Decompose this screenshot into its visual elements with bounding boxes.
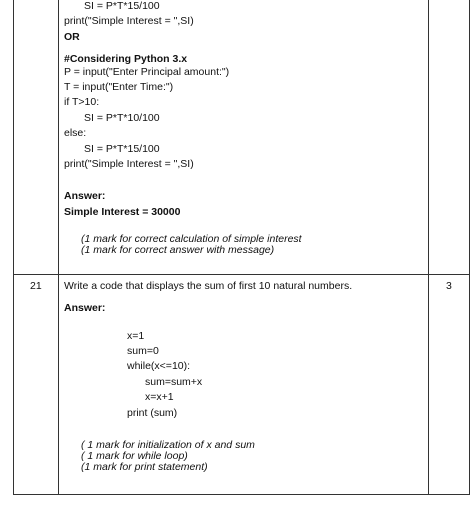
code-line: T = input("Enter Time:") — [64, 81, 174, 93]
answer-value: Simple Interest = 30000 — [64, 206, 181, 218]
table-border-bottom — [13, 494, 470, 495]
code-line: SI = P*T*10/100 — [84, 112, 160, 124]
code-line: print (sum) — [127, 407, 178, 419]
question-number: 21 — [30, 280, 42, 292]
table-border-right — [469, 0, 470, 495]
code-line: x=x+1 — [145, 391, 174, 403]
code-line: else: — [64, 127, 87, 139]
or-label: OR — [64, 31, 80, 43]
code-line: if T>10: — [64, 96, 100, 108]
table-border-col1 — [58, 0, 59, 495]
code-line: x=1 — [127, 330, 145, 342]
marking-note: ( 1 mark for while loop) — [81, 450, 188, 462]
answer-label: Answer: — [64, 302, 106, 314]
code-line: sum=0 — [127, 345, 159, 357]
code-line: print("Simple Interest = ",SI) — [64, 158, 194, 170]
marking-note: (1 mark for print statement) — [81, 461, 208, 473]
code-line: P = input("Enter Principal amount:") — [64, 66, 230, 78]
row-divider — [13, 274, 470, 275]
question-text: Write a code that displays the sum of first 10 natural numbers. — [64, 280, 353, 292]
python3-heading: #Considering Python 3.x — [64, 53, 188, 65]
code-line: SI = P*T*15/100 — [84, 143, 160, 155]
code-line: sum=sum+x — [145, 376, 203, 388]
marking-note: (1 mark for correct answer with message) — [81, 244, 275, 256]
marking-note: (1 mark for correct calculation of simple interest — [81, 233, 302, 245]
answer-label: Answer: — [64, 190, 106, 202]
code-line: SI = P*T*15/100 — [84, 0, 160, 12]
code-line: print("Simple Interest = ",SI) — [64, 15, 194, 27]
code-line: while(x<=10): — [127, 360, 191, 372]
table-border-col2 — [428, 0, 429, 495]
table-border-left — [13, 0, 14, 495]
marking-note: ( 1 mark for initialization of x and sum — [81, 439, 255, 451]
question-marks: 3 — [446, 280, 452, 292]
